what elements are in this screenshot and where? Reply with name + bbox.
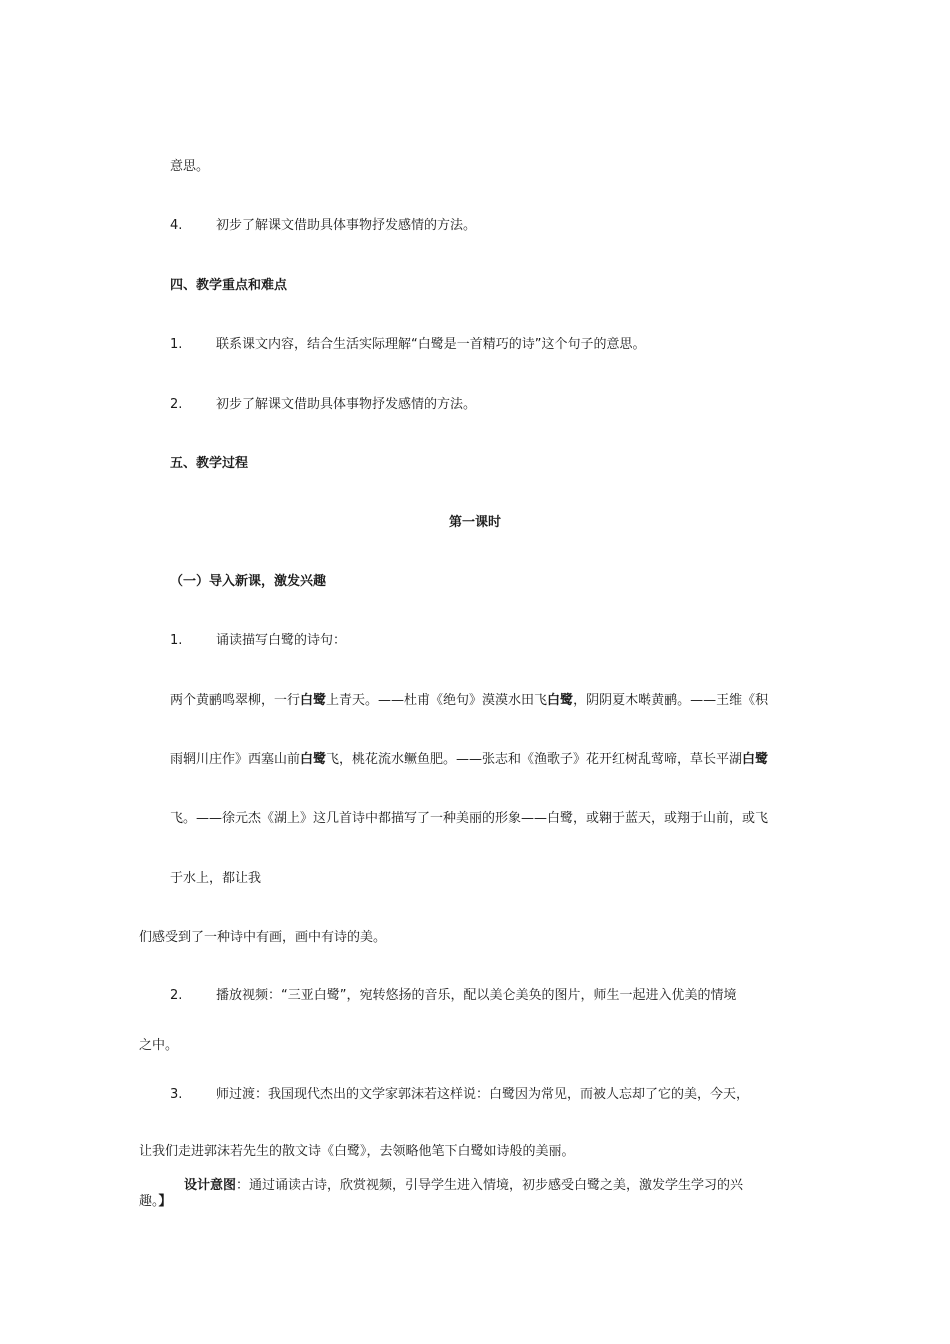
poem-text: 飞，桃花流水鳜鱼肥。——张志和《渔歌子》花开红树乱莺啼，草长平湖 (326, 752, 743, 767)
poem-keyword: 白鹭 (547, 693, 574, 708)
step-3-text: 师过渡：我国现代杰出的文学家郭沫若这样说：白鹭因为常见，而被人忘却了它的美，今天， (216, 1087, 750, 1102)
step-3-number: 3. (170, 1087, 183, 1102)
focus-item-1-text: 联系课文内容，结合生活实际理解“白鹭是一首精巧的诗”这个句子的意思。 (216, 337, 646, 352)
design-intent-tail (139, 1193, 172, 1211)
poem-text: 上青天。——杜甫《绝句》漠漠水田飞 (326, 693, 548, 708)
poem-text: 雨辋川庄作》西塞山前 (170, 752, 301, 767)
design-intent-text: ：通过诵读古诗，欣赏视频，引导学生进入情境，初步感受白鹭之美，激发学生学习的兴 (236, 1178, 744, 1193)
objective-4-number: 4. (170, 218, 183, 233)
poem-line-3: 飞。——徐元杰《湖上》这几首诗中都描写了一种美丽的形象——白鹭，或翱于蓝天，或翔于山前，或飞 (170, 811, 769, 826)
previous-page-tail: 意思。 (170, 159, 210, 174)
section-4-heading: 四、教学重点和难点 (170, 278, 288, 293)
step-1-text: 诵读描写白鹭的诗句： (216, 633, 347, 648)
closing-bracket: 】 (158, 1194, 172, 1209)
step-2-number: 2. (170, 988, 183, 1003)
step-3-tail: 让我们走进郭沫若先生的散文诗《白鹭》，去领略他笔下白鹭如诗般的美丽。 (139, 1144, 575, 1159)
focus-item-2-text: 初步了解课文借助具体事物抒发感情的方法。 (216, 397, 477, 412)
poem-keyword: 白鹭 (742, 752, 769, 767)
poem-line-5: 们感受到了一种诗中有画，画中有诗的美。 (139, 930, 387, 945)
poem-line-4: 于水上，都让我 (170, 871, 262, 886)
poem-text: ，阴阴夏木啭黄鹂。——王维《积 (573, 693, 769, 708)
poem-text: 两个黄鹂鸣翠柳，一行 (170, 693, 301, 708)
step-2-text: 播放视频：“三亚白鹭”，宛转悠扬的音乐，配以美仑美奂的图片，师生一起进入优美的情境 (216, 988, 737, 1003)
step-2-tail: 之中。 (139, 1038, 179, 1053)
design-intent-line (184, 1177, 743, 1195)
lesson-title: 第一课时 (448, 515, 501, 530)
step-1-number: 1. (170, 633, 183, 648)
poem-line-1 (170, 692, 768, 710)
design-intent-tail-text: 趣。 (139, 1194, 159, 1209)
design-intent-label: 设计意图 (184, 1178, 237, 1193)
poem-keyword: 白鹭 (300, 752, 327, 767)
section-5-heading: 五、教学过程 (170, 456, 249, 471)
focus-item-1-number: 1. (170, 337, 183, 352)
focus-item-2-number: 2. (170, 397, 183, 412)
objective-4-text: 初步了解课文借助具体事物抒发感情的方法。 (216, 218, 477, 233)
part-1-heading: （一）导入新课，激发兴趣 (170, 574, 327, 589)
poem-keyword: 白鹭 (300, 693, 327, 708)
poem-line-2 (170, 751, 768, 769)
